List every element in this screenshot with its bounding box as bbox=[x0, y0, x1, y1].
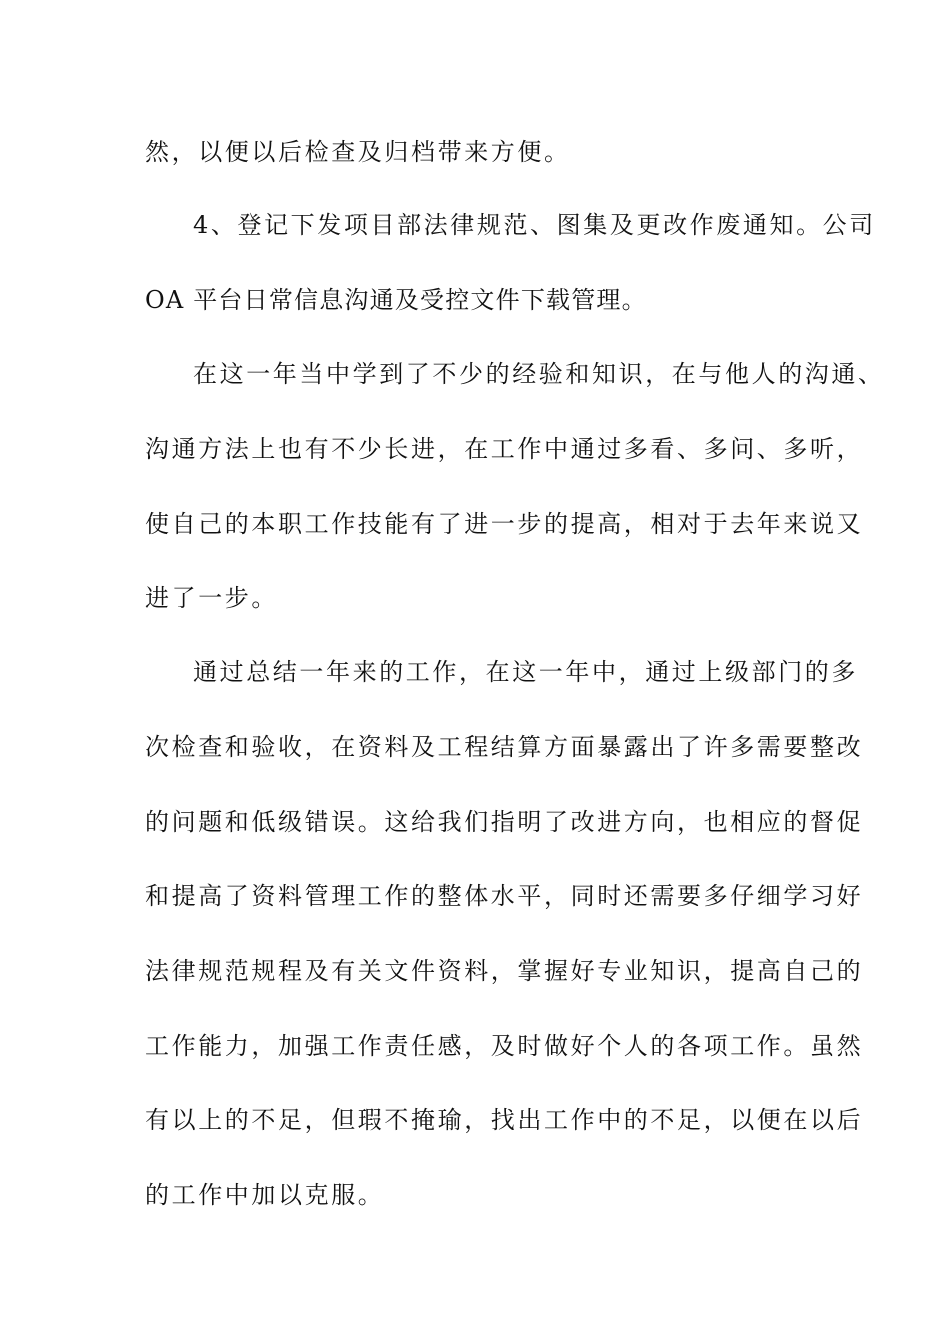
text-line: 使自己的本职工作技能有了进一步的提高，相对于去年来说又 bbox=[145, 510, 864, 538]
text-line: 通过总结一年来的工作，在这一年中，通过上级部门的多 bbox=[193, 658, 858, 686]
text-line: 工作能力，加强工作责任感，及时做好个人的各项工作。虽然 bbox=[145, 1032, 864, 1060]
text-line: 和提高了资料管理工作的整体水平，同时还需要多仔细学习好 bbox=[145, 882, 864, 910]
text-line: 然，以便以后检查及归档带来方便。 bbox=[145, 138, 571, 166]
text-line: 沟通方法上也有不少长进，在工作中通过多看、多问、多听， bbox=[145, 435, 864, 463]
text-line: 有以上的不足，但瑕不掩瑜，找出工作中的不足，以便在以后 bbox=[145, 1106, 864, 1134]
text-line: 法律规范规程及有关文件资料，掌握好专业知识，提高自己的 bbox=[145, 957, 864, 985]
text-line: 的工作中加以克服。 bbox=[145, 1181, 385, 1209]
text-line: 在这一年当中学到了不少的经验和知识，在与他人的沟通、 bbox=[193, 360, 885, 388]
text-line: OA 平台日常信息沟通及受控文件下载管理。 bbox=[145, 286, 647, 314]
text-line: 的问题和低级错误。这给我们指明了改进方向，也相应的督促 bbox=[145, 808, 864, 836]
text-line: 次检查和验收，在资料及工程结算方面暴露出了许多需要整改 bbox=[145, 733, 864, 761]
text-line: 进了一步。 bbox=[145, 584, 278, 612]
text-line: 4、登记下发项目部法律规范、图集及更改作废通知。公司 bbox=[193, 211, 876, 239]
